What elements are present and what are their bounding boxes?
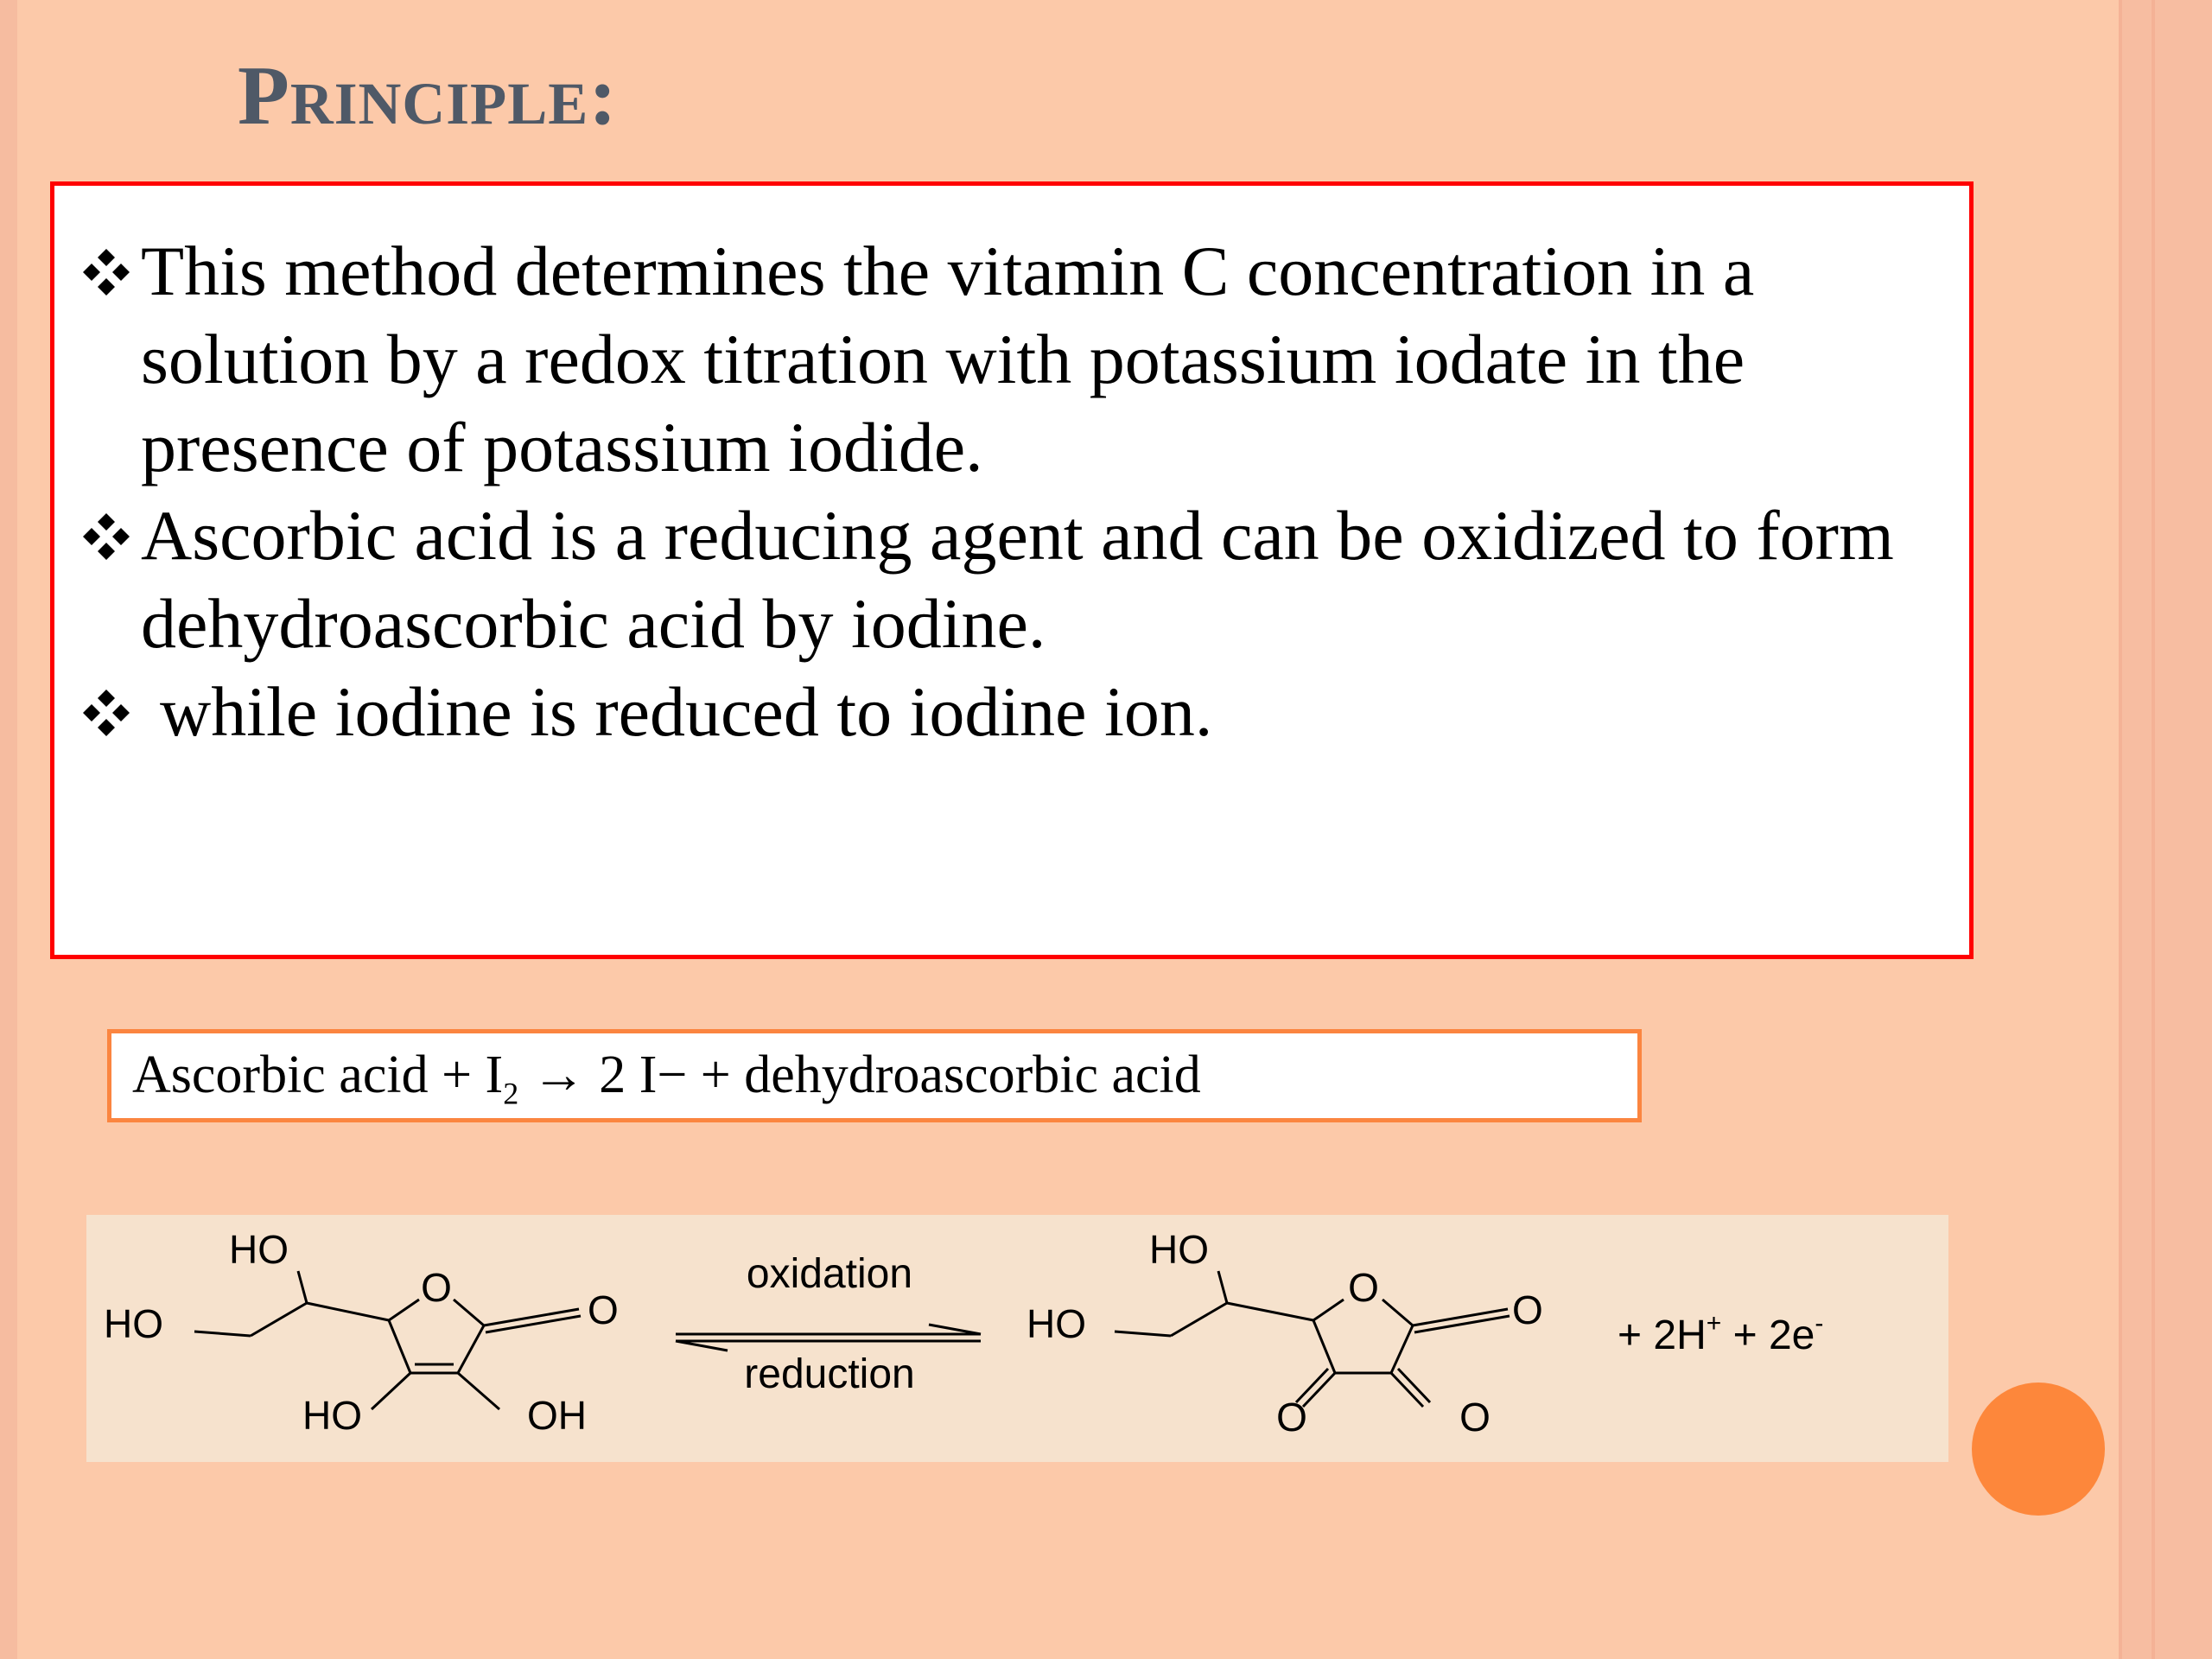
e-charge: - (1815, 1309, 1824, 1338)
four-diamond-bullet-icon (80, 511, 132, 563)
label-o: O (1459, 1395, 1491, 1440)
bullet-text: Ascorbic acid is a reducing agent and can be oxidized to form dehydroascorbic acid by iodine. (141, 496, 1894, 663)
dehydroascorbic-acid-structure (1115, 1271, 1510, 1407)
label-o: O (421, 1265, 452, 1310)
slide-right-border-line (2152, 0, 2155, 1659)
bullet-item (80, 227, 1955, 492)
slide-right-border-line (2119, 0, 2122, 1659)
bullet-item (80, 668, 1955, 756)
ascorbic-acid-structure (194, 1271, 581, 1409)
h-charge: + (1706, 1309, 1722, 1338)
bullet-list (80, 227, 1955, 756)
decorative-circle (1972, 1382, 2105, 1516)
label-ho: HO (104, 1301, 163, 1346)
four-diamond-bullet-icon (80, 687, 132, 739)
arrow-label-reduction: reduction (744, 1351, 915, 1397)
label-o: O (1348, 1265, 1379, 1310)
equation-reactant: Ascorbic acid + I (132, 1046, 504, 1104)
arrow-label-oxidation: oxidation (746, 1251, 913, 1297)
slide-title: Principle: (238, 49, 618, 143)
equation-rest: → 2 I− + dehydroascorbic acid (518, 1046, 1201, 1104)
reaction-scheme-drawing (86, 1215, 1948, 1462)
redox-equation-box (107, 1029, 1642, 1122)
reaction-products (1618, 1309, 1823, 1358)
slide-left-edge (0, 0, 17, 1659)
bullet-item (80, 492, 1955, 668)
equilibrium-arrow-icon (676, 1325, 981, 1351)
label-o: O (1276, 1395, 1307, 1440)
label-ho: HO (302, 1393, 362, 1438)
products-mid: + 2e (1721, 1313, 1815, 1358)
four-diamond-bullet-icon (80, 246, 132, 298)
products-prefix: + 2H (1618, 1313, 1707, 1358)
label-o: O (588, 1287, 619, 1332)
slide-right-border (2119, 0, 2212, 1659)
equation-subscript: 2 (503, 1076, 519, 1111)
label-oh: OH (527, 1393, 587, 1438)
label-ho: HO (1027, 1301, 1086, 1346)
bullet-text: This method determines the vitamin C concentration in a solution by a redox titration with potassium iodate in the presence of potassium iodide. (141, 232, 1755, 486)
label-ho: HO (229, 1227, 289, 1272)
label-ho: HO (1149, 1227, 1209, 1272)
reaction-scheme (86, 1215, 1948, 1462)
label-o: O (1512, 1287, 1543, 1332)
bullet-text: while iodine is reduced to iodine ion. (160, 672, 1213, 751)
principle-box (50, 181, 1974, 959)
